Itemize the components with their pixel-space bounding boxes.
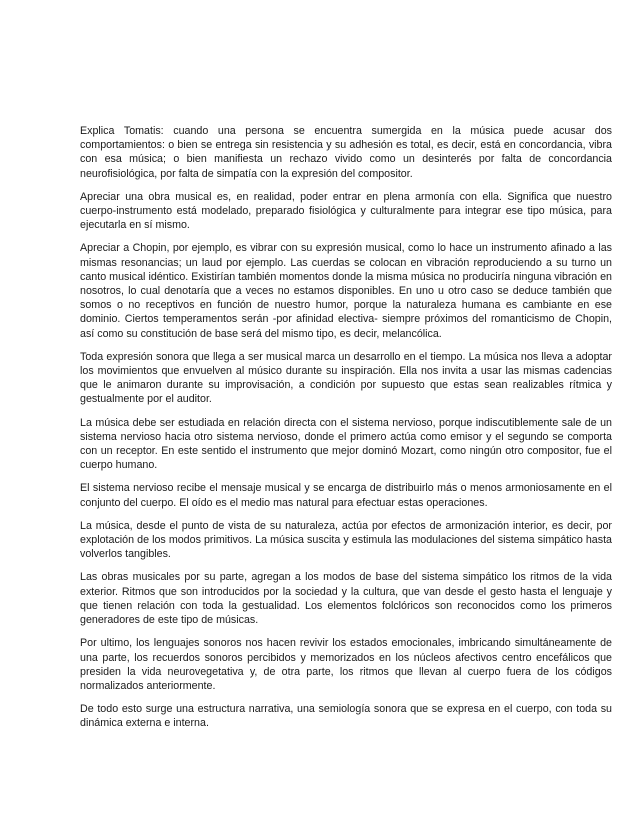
paragraph-9: Por ultimo, los lenguajes sonoros nos hacen revivir los estados emocionales, imbricando simultáneamente de una parte, los recuerdos sonoros percibidos y memorizados en los núcleos afectivos centro encefálicos que presiden la vida neurovegetativa y, de otra parte, los ritmos que llevan al cuerpo fuera de los códigos normalizados anteriormente. (80, 637, 612, 692)
paragraph-4: Toda expresión sonora que llega a ser musical marca un desarrollo en el tiempo. La música nos lleva a adoptar los movimientos que envuelven al músico durante su inspiración. Ella nos invita a usar las mismas cadencias que le animaron durante su improvisación, a condición por supuesto que estas sean realizables rítmica y gestualmente por el auditor. (80, 350, 612, 406)
paragraph-10: De todo esto surge una estructura narrativa, una semiología sonora que se expresa en el cuerpo, con toda su dinámica externa e interna. (80, 703, 612, 730)
paragraph-5: La música debe ser estudiada en relación directa con el sistema nervioso, porque indiscutiblemente sale de un sistema nervioso hacia otro sistema nervioso, donde el primero actúa como emisor y el segundo se comporta con un receptor. En este sentido el instrumento que mejor dominó Mozart, como ningún otro compositor, fue el cuerpo humano. (80, 416, 612, 472)
paragraph-1: Explica Tomatis: cuando una persona se encuentra sumergida en la música puede acusar dos comportamientos: o bien se entrega sin resistencia y su adhesión es total, es decir, está en concordancia, vibra con esa música; o bien manifiesta un rechazo vivido como un desinterés por falta de concordancia neurofisiológica, por falta de simpatía con la expresión del compositor. (80, 125, 612, 180)
paragraph-3: Apreciar a Chopin, por ejemplo, es vibrar con su expresión musical, como lo hace un instrumento afinado a las mismas resonancias; un laud por ejemplo. Las cuerdas se colocan en vibración reproduciendo a su turno un canto musical idéntico. Existirían también momentos donde la misma música no produciría ninguna vibración en nosotros, lo cual denotaría que a veces no estamos disponibles. En uno u otro caso se deduce también que somos o no receptivos en función de nuestro humor, porque la naturaleza humana es cambiante en ese dominio. Ciertos temperamentos serán -por afinidad electiva- siempre próximos del romanticismo de Chopin, así como su constitución de base será del mismo tipo, es decir, melancólica. (80, 242, 612, 340)
paragraph-7: La música, desde el punto de vista de su naturaleza, actúa por efectos de armonización interior, es decir, por explotación de los modos primitivos. La música suscita y estimula las modulaciones del sistema simpático hasta volverlos tangibles. (80, 519, 612, 561)
paragraph-2: Apreciar una obra musical es, en realidad, poder entrar en plena armonía con ella. Significa que nuestro cuerpo-instrumento está modelado, preparado fisiológica y culturalmente para integrar ese tipo música, para ejecutarla en sí mismo. (80, 190, 612, 232)
paragraph-8: Las obras musicales por su parte, agregan a los modos de base del sistema simpático los ritmos de la vida exterior. Ritmos que son introducidos por la sociedad y la cultura, que van desde el gesto hasta el lenguaje y que tienen relación con toda la gestualidad. Los elementos folclóricos son reconocidos como los primeros generadores de este tipo de músicas. (80, 571, 612, 627)
paragraph-6: El sistema nervioso recibe el mensaje musical y se encarga de distribuirlo más o menos armoniosamente en el conjunto del cuerpo. El oído es el medio mas natural para efectuar estas operaciones. (80, 482, 612, 509)
document-body (80, 124, 612, 740)
